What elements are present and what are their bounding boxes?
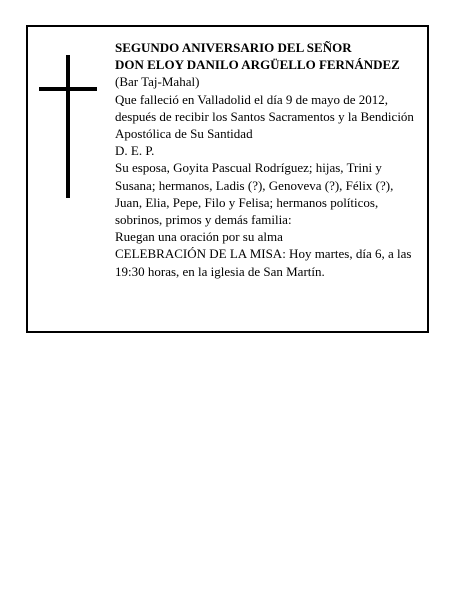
notice-family: Su esposa, Goyita Pascual Rodríguez; hijas, Trini y Susana; hermanos, Ladis (?), Genoveva (?), Félix (?), Juan, Elia, Pepe, Filo y Felisa; hermanos políticos, sobrinos, primos y demás familia: xyxy=(115,160,394,228)
cross-vertical-bar xyxy=(66,55,70,198)
cross-icon xyxy=(39,55,97,198)
notice-mass: CELEBRACIÓN DE LA MISA: Hoy martes, día 6, a las 19:30 horas, en la iglesia de San Martín. xyxy=(115,246,412,279)
cross-horizontal-bar xyxy=(39,87,97,91)
notice-text xyxy=(115,39,421,280)
notice-death-info: Que falleció en Valladolid el día 9 de mayo de 2012, después de recibir los Santos Sacramentos y la Bendición Apostólica de Su Santidad xyxy=(115,91,414,142)
obituary-notice xyxy=(26,25,429,333)
notice-prayer: Ruegan una oración por su alma xyxy=(115,229,283,245)
notice-heading-line2: DON ELOY DANILO ARGÜELLO FERNÁNDEZ xyxy=(115,57,400,73)
notice-heading-line1: SEGUNDO ANIVERSARIO DEL SEÑOR xyxy=(115,40,352,55)
notice-rip: D. E. P. xyxy=(115,143,155,159)
notice-nickname: (Bar Taj-Mahal) xyxy=(115,74,200,90)
